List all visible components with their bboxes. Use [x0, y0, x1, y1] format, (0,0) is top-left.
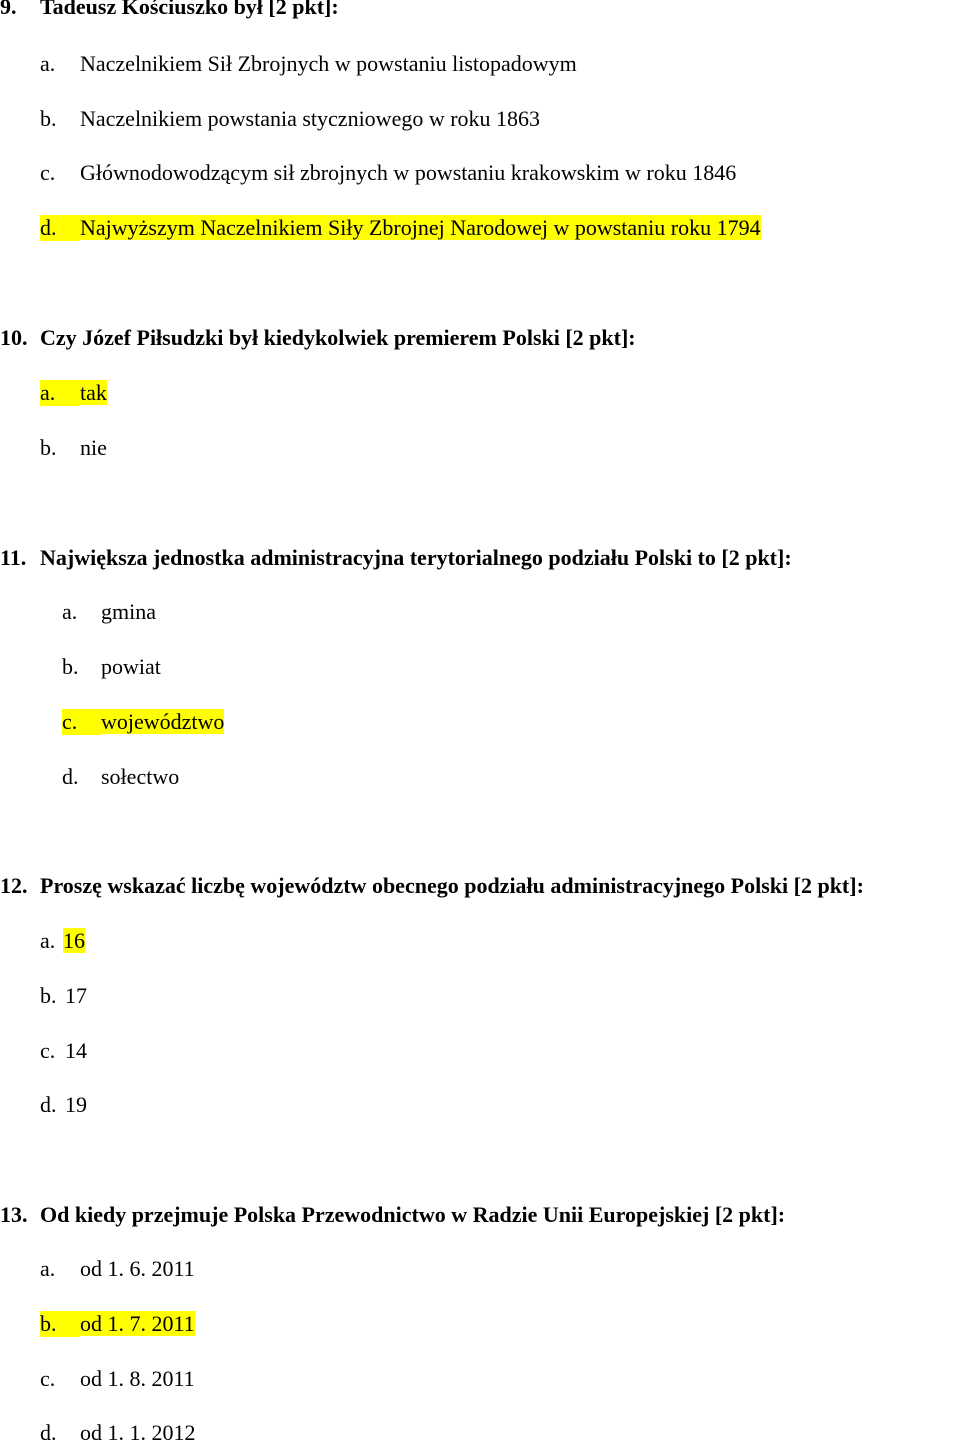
option-letter: b. [62, 654, 79, 679]
q13-option-b [40, 1311, 195, 1337]
option-letter: b. [40, 435, 57, 460]
option-text: tak [80, 380, 107, 405]
option-letter: c. [40, 160, 56, 185]
option-letter: b. [40, 106, 57, 131]
question-13-heading [0, 1202, 785, 1228]
q12-option-a [40, 928, 85, 954]
option-text: 16 [63, 928, 85, 953]
q12-option-d [40, 1092, 87, 1118]
option-letter: d. [40, 215, 80, 241]
option-letter: a. [40, 928, 56, 953]
question-number: 10. [0, 325, 28, 350]
option-text: od 1. 8. 2011 [80, 1366, 195, 1391]
option-text: nie [80, 435, 107, 460]
q9-option-a [40, 51, 577, 77]
question-text: Proszę wskazać liczbę województw obecnego podziału administracyjnego Polski [2 pkt]: [40, 873, 864, 898]
q13-option-d [40, 1420, 196, 1446]
option-letter: a. [40, 1256, 56, 1281]
option-text: 14 [65, 1038, 87, 1063]
q10-option-b [40, 435, 107, 461]
question-text: Największa jednostka administracyjna terytorialnego podziału Polski to [2 pkt]: [40, 545, 792, 570]
question-12-heading [0, 873, 864, 899]
q9-option-c [40, 160, 736, 186]
question-number: 13. [0, 1202, 28, 1227]
question-number: 9. [0, 0, 17, 19]
option-text: sołectwo [101, 764, 180, 789]
question-number: 12. [0, 873, 28, 898]
option-text: od 1. 7. 2011 [80, 1311, 195, 1336]
option-text: od 1. 6. 2011 [80, 1256, 195, 1281]
option-letter: b. [40, 983, 57, 1008]
q9-option-b [40, 106, 540, 132]
option-letter: d. [62, 764, 79, 789]
option-text: województwo [101, 709, 225, 734]
option-letter: d. [40, 1092, 57, 1117]
question-text: Czy Józef Piłsudzki był kiedykolwiek premierem Polski [2 pkt]: [40, 325, 636, 350]
option-letter: a. [62, 599, 78, 624]
option-letter: c. [40, 1366, 56, 1391]
q13-option-a [40, 1256, 195, 1282]
option-letter: c. [40, 1038, 56, 1063]
q11-option-c [62, 709, 224, 735]
q11-option-b [62, 654, 161, 680]
q11-option-a [62, 599, 156, 625]
question-10-heading [0, 325, 636, 351]
q9-option-d [40, 215, 761, 241]
option-text: 17 [65, 983, 87, 1008]
q10-option-a [40, 380, 107, 406]
option-letter: d. [40, 1420, 57, 1445]
option-text: powiat [101, 654, 161, 679]
option-text: Naczelnikiem Sił Zbrojnych w powstaniu listopadowym [80, 51, 577, 76]
option-text: Głównodowodzącym sił zbrojnych w powstaniu krakowskim w roku 1846 [80, 160, 737, 185]
question-number: 11. [0, 545, 27, 570]
option-letter: c. [62, 709, 101, 735]
question-9-heading [0, 0, 339, 20]
question-11-heading [0, 545, 792, 571]
option-text: Naczelnikiem powstania styczniowego w roku 1863 [80, 106, 541, 131]
question-text: Tadeusz Kościuszko był [2 pkt]: [40, 0, 339, 19]
q11-option-d [62, 764, 179, 790]
option-text: od 1. 1. 2012 [80, 1420, 196, 1445]
option-text: 19 [65, 1092, 87, 1117]
option-text: Najwyższym Naczelnikiem Siły Zbrojnej Narodowej w powstaniu roku 1794 [80, 215, 761, 240]
option-letter: b. [40, 1311, 80, 1337]
question-text: Od kiedy przejmuje Polska Przewodnictwo w Radzie Unii Europejskiej [2 pkt]: [40, 1202, 786, 1227]
option-letter: a. [40, 51, 56, 76]
q12-option-c [40, 1038, 87, 1064]
option-letter: a. [40, 380, 80, 406]
q13-option-c [40, 1366, 195, 1392]
q12-option-b [40, 983, 87, 1009]
option-text: gmina [101, 599, 156, 624]
